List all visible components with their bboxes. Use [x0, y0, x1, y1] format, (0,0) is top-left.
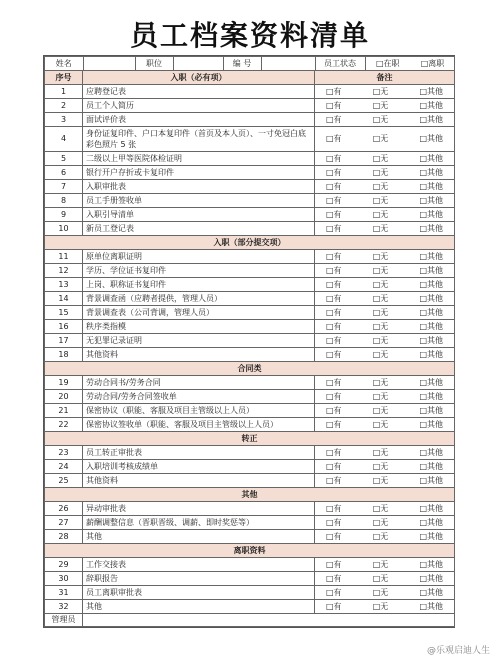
option-no-checkbox[interactable]: □无	[372, 349, 389, 359]
option-other-checkbox[interactable]: □其他	[419, 573, 444, 583]
status-label: 员工状态	[315, 57, 365, 70]
row-options	[315, 85, 455, 99]
row-item: 入职引导清单	[83, 208, 315, 222]
option-other-checkbox[interactable]: □其他	[419, 307, 444, 317]
option-yes-checkbox[interactable]: □有	[326, 195, 342, 205]
option-yes-checkbox[interactable]: □有	[326, 377, 342, 387]
row-number: 15	[45, 306, 83, 320]
manager-row	[45, 614, 455, 627]
option-no-checkbox[interactable]: □无	[372, 321, 389, 331]
row-item: 银行开户存折或卡复印件	[83, 166, 315, 180]
header-row	[45, 71, 455, 85]
option-yes-checkbox[interactable]: □有	[326, 251, 342, 261]
table-row	[45, 127, 455, 152]
row-number: 21	[45, 404, 83, 418]
table-row	[45, 99, 455, 113]
table-row	[45, 264, 455, 278]
option-yes-checkbox[interactable]: □有	[326, 475, 342, 485]
option-yes-checkbox[interactable]: □有	[326, 181, 342, 191]
option-other-checkbox[interactable]: □其他	[419, 167, 444, 177]
item-header: 入职（必有项）	[83, 71, 315, 85]
option-other-checkbox[interactable]: □其他	[419, 195, 444, 205]
row-options	[315, 320, 455, 334]
checklist-table	[44, 56, 455, 627]
row-number: 26	[45, 502, 83, 516]
option-no-checkbox[interactable]: □无	[372, 223, 389, 233]
option-no-checkbox[interactable]: □无	[372, 114, 389, 124]
option-yes-checkbox[interactable]: □有	[326, 461, 342, 471]
row-options	[315, 278, 455, 292]
option-no-checkbox[interactable]: □无	[372, 86, 389, 96]
option-yes-checkbox[interactable]: □有	[326, 321, 342, 331]
section-title: 离职资料	[45, 544, 455, 558]
option-no-checkbox[interactable]: □无	[372, 335, 389, 345]
option-yes-checkbox[interactable]: □有	[326, 349, 342, 359]
row-number: 16	[45, 320, 83, 334]
option-yes-checkbox[interactable]: □有	[326, 114, 342, 124]
option-other-checkbox[interactable]: □其他	[419, 251, 444, 261]
row-options	[315, 113, 455, 127]
row-options	[315, 390, 455, 404]
status-out-checkbox[interactable]: □离职	[420, 58, 445, 68]
name-field[interactable]	[83, 57, 135, 70]
option-other-checkbox[interactable]: □其他	[419, 321, 444, 331]
seq-header: 序号	[45, 71, 83, 85]
option-no-checkbox[interactable]: □无	[372, 279, 389, 289]
option-yes-checkbox[interactable]: □有	[326, 153, 342, 163]
row-options	[315, 572, 455, 586]
table-row	[45, 152, 455, 166]
table-row	[45, 418, 455, 432]
option-no-checkbox[interactable]: □无	[372, 475, 389, 485]
table-row	[45, 180, 455, 194]
row-item: 面试评价表	[83, 113, 315, 127]
option-no-checkbox[interactable]: □无	[372, 419, 389, 429]
row-item: 其他资料	[83, 474, 315, 488]
option-other-checkbox[interactable]: □其他	[419, 517, 444, 527]
section-title: 转正	[45, 432, 455, 446]
option-yes-checkbox[interactable]: □有	[326, 419, 342, 429]
row-options	[315, 446, 455, 460]
row-options	[315, 502, 455, 516]
option-other-checkbox[interactable]: □其他	[419, 531, 444, 541]
row-options	[315, 586, 455, 600]
row-number: 32	[45, 600, 83, 614]
option-yes-checkbox[interactable]: □有	[326, 167, 342, 177]
row-item: 其他资料	[83, 348, 315, 362]
option-no-checkbox[interactable]: □无	[372, 573, 389, 583]
option-no-checkbox[interactable]: □无	[372, 461, 389, 471]
row-number: 1	[45, 85, 83, 99]
option-yes-checkbox[interactable]: □有	[326, 503, 342, 513]
note-header: 备注	[315, 71, 455, 85]
option-other-checkbox[interactable]: □其他	[419, 265, 444, 275]
name-label: 姓名	[45, 57, 83, 70]
option-other-checkbox[interactable]: □其他	[419, 114, 444, 124]
option-other-checkbox[interactable]: □其他	[419, 279, 444, 289]
row-options	[315, 99, 455, 113]
row-item: 员工离职审批表	[83, 586, 315, 600]
option-other-checkbox[interactable]: □其他	[419, 447, 444, 457]
row-number: 22	[45, 418, 83, 432]
table-row	[45, 85, 455, 99]
option-yes-checkbox[interactable]: □有	[326, 335, 342, 345]
table-row	[45, 460, 455, 474]
row-item: 劳动合同/劳务合同签收单	[83, 390, 315, 404]
option-other-checkbox[interactable]: □其他	[419, 601, 444, 611]
row-options	[315, 530, 455, 544]
row-number: 14	[45, 292, 83, 306]
row-number: 5	[45, 152, 83, 166]
table-row	[45, 348, 455, 362]
row-options	[315, 348, 455, 362]
row-options	[315, 250, 455, 264]
option-yes-checkbox[interactable]: □有	[326, 391, 342, 401]
option-no-checkbox[interactable]: □无	[372, 531, 389, 541]
row-options	[315, 306, 455, 320]
option-no-checkbox[interactable]: □无	[372, 134, 389, 143]
id-label: 编 号	[223, 57, 261, 70]
row-number: 12	[45, 264, 83, 278]
table-row	[45, 376, 455, 390]
row-number: 30	[45, 572, 83, 586]
row-item: 其他	[83, 600, 315, 614]
row-number: 7	[45, 180, 83, 194]
row-options	[315, 418, 455, 432]
id-field[interactable]	[261, 57, 315, 70]
row-options	[315, 222, 455, 236]
option-other-checkbox[interactable]: □其他	[419, 134, 444, 143]
row-item: 入职培训考核成绩单	[83, 460, 315, 474]
row-options	[315, 264, 455, 278]
table-row	[45, 530, 455, 544]
row-number: 11	[45, 250, 83, 264]
section-header	[45, 236, 455, 250]
row-number: 24	[45, 460, 83, 474]
row-item: 背景调查函（应聘者提供，管理人员）	[83, 292, 315, 306]
row-options	[315, 194, 455, 208]
table-row	[45, 404, 455, 418]
table-row	[45, 250, 455, 264]
option-yes-checkbox[interactable]: □有	[326, 293, 342, 303]
row-options	[315, 292, 455, 306]
option-yes-checkbox[interactable]: □有	[326, 265, 342, 275]
page-title: 员工档案资料清单	[129, 19, 370, 52]
row-number: 28	[45, 530, 83, 544]
option-no-checkbox[interactable]: □无	[372, 587, 389, 597]
row-number: 3	[45, 113, 83, 127]
option-other-checkbox[interactable]: □其他	[419, 559, 444, 569]
row-number: 23	[45, 446, 83, 460]
row-number: 19	[45, 376, 83, 390]
row-options	[315, 334, 455, 348]
row-number: 2	[45, 99, 83, 113]
row-item: 其他	[83, 530, 315, 544]
option-yes-checkbox[interactable]: □有	[326, 559, 342, 569]
row-options	[315, 600, 455, 614]
info-row	[45, 57, 455, 71]
option-no-checkbox[interactable]: □无	[372, 517, 389, 527]
section-title: 入职（部分提交项）	[45, 236, 455, 250]
table-row	[45, 194, 455, 208]
table-row	[45, 558, 455, 572]
option-other-checkbox[interactable]: □其他	[419, 293, 444, 303]
table-row	[45, 278, 455, 292]
manager-field[interactable]	[83, 614, 455, 627]
option-no-checkbox[interactable]: □无	[372, 559, 389, 569]
row-item: 原单位离职证明	[83, 250, 315, 264]
table-row	[45, 390, 455, 404]
row-options	[315, 152, 455, 166]
section-title: 合同类	[45, 362, 455, 376]
option-other-checkbox[interactable]: □其他	[419, 209, 444, 219]
option-no-checkbox[interactable]: □无	[372, 503, 389, 513]
row-number: 29	[45, 558, 83, 572]
row-item: 入职审批表	[83, 180, 315, 194]
row-item: 员工个人简历	[83, 99, 315, 113]
option-other-checkbox[interactable]: □其他	[419, 461, 444, 471]
option-other-checkbox[interactable]: □其他	[419, 391, 444, 401]
row-options	[315, 208, 455, 222]
option-no-checkbox[interactable]: □无	[372, 307, 389, 317]
table-row	[45, 166, 455, 180]
row-item: 保密协议（职能、客服及项目主管级以上人员）	[83, 404, 315, 418]
manager-label: 管理员	[45, 614, 83, 627]
option-no-checkbox[interactable]: □无	[372, 100, 389, 110]
option-yes-checkbox[interactable]: □有	[326, 405, 342, 415]
row-options	[315, 516, 455, 530]
row-number: 31	[45, 586, 83, 600]
row-options	[315, 474, 455, 488]
option-other-checkbox[interactable]: □其他	[419, 223, 444, 233]
option-other-checkbox[interactable]: □其他	[419, 335, 444, 345]
option-no-checkbox[interactable]: □无	[372, 153, 389, 163]
row-item: 保密协议签收单（职能、客服及项目主管级以上人员）	[83, 418, 315, 432]
option-yes-checkbox[interactable]: □有	[326, 447, 342, 457]
option-no-checkbox[interactable]: □无	[372, 377, 389, 387]
row-item: 秩序类指模	[83, 320, 315, 334]
option-other-checkbox[interactable]: □其他	[419, 181, 444, 191]
table-row	[45, 113, 455, 127]
section-header	[45, 488, 455, 502]
row-item: 辞职报告	[83, 572, 315, 586]
table-row	[45, 306, 455, 320]
checklist-sheet	[43, 55, 455, 628]
row-item: 应聘登记表	[83, 85, 315, 99]
option-yes-checkbox[interactable]: □有	[326, 86, 342, 96]
row-options	[315, 460, 455, 474]
option-no-checkbox[interactable]: □无	[372, 195, 389, 205]
status-in-checkbox[interactable]: □在职	[375, 58, 400, 68]
option-other-checkbox[interactable]: □其他	[419, 475, 444, 485]
row-item: 工作交接表	[83, 558, 315, 572]
row-number: 4	[45, 127, 83, 152]
table-row	[45, 600, 455, 614]
option-other-checkbox[interactable]: □其他	[419, 377, 444, 387]
row-number: 9	[45, 208, 83, 222]
option-yes-checkbox[interactable]: □有	[326, 209, 342, 219]
row-number: 27	[45, 516, 83, 530]
position-field[interactable]	[173, 57, 223, 70]
row-number: 17	[45, 334, 83, 348]
option-yes-checkbox[interactable]: □有	[326, 573, 342, 583]
row-item: 异动审批表	[83, 502, 315, 516]
row-item: 二级以上甲等医院体检证明	[83, 152, 315, 166]
position-label: 职位	[135, 57, 173, 70]
row-number: 20	[45, 390, 83, 404]
option-yes-checkbox[interactable]: □有	[326, 531, 342, 541]
section-header	[45, 362, 455, 376]
table-row	[45, 502, 455, 516]
option-other-checkbox[interactable]: □其他	[419, 503, 444, 513]
row-options	[315, 166, 455, 180]
option-other-checkbox[interactable]: □其他	[419, 405, 444, 415]
row-options	[315, 376, 455, 390]
option-no-checkbox[interactable]: □无	[372, 391, 389, 401]
row-number: 10	[45, 222, 83, 236]
option-no-checkbox[interactable]: □无	[372, 293, 389, 303]
table-row	[45, 446, 455, 460]
option-no-checkbox[interactable]: □无	[372, 265, 389, 275]
option-yes-checkbox[interactable]: □有	[326, 100, 342, 110]
option-yes-checkbox[interactable]: □有	[326, 601, 342, 611]
option-yes-checkbox[interactable]: □有	[326, 134, 342, 143]
option-no-checkbox[interactable]: □无	[372, 209, 389, 219]
option-no-checkbox[interactable]: □无	[372, 601, 389, 611]
section-header	[45, 432, 455, 446]
row-number: 6	[45, 166, 83, 180]
table-row	[45, 292, 455, 306]
table-row	[45, 474, 455, 488]
table-row	[45, 334, 455, 348]
option-yes-checkbox[interactable]: □有	[326, 587, 342, 597]
option-other-checkbox[interactable]: □其他	[419, 86, 444, 96]
option-other-checkbox[interactable]: □其他	[419, 587, 444, 597]
option-no-checkbox[interactable]: □无	[372, 181, 389, 191]
row-number: 8	[45, 194, 83, 208]
table-row	[45, 320, 455, 334]
table-row	[45, 516, 455, 530]
table-row	[45, 572, 455, 586]
row-options	[315, 180, 455, 194]
row-item: 身份证复印件、户口本复印件（首页及本人页）、一寸免冠白底彩色照片 5 张	[83, 127, 315, 152]
option-yes-checkbox[interactable]: □有	[326, 279, 342, 289]
row-number: 25	[45, 474, 83, 488]
row-item: 无犯罪记录证明	[83, 334, 315, 348]
row-options	[315, 127, 455, 152]
option-yes-checkbox[interactable]: □有	[326, 223, 342, 233]
row-item: 薪酬调整信息（晋职晋级、调薪、即时奖惩等）	[83, 516, 315, 530]
row-item: 员工转正审批表	[83, 446, 315, 460]
option-other-checkbox[interactable]: □其他	[419, 153, 444, 163]
option-no-checkbox[interactable]: □无	[372, 447, 389, 457]
row-options	[315, 404, 455, 418]
row-item: 背景调查表（公司背调，管理人员）	[83, 306, 315, 320]
table-row	[45, 586, 455, 600]
section-title: 其他	[45, 488, 455, 502]
watermark: @乐观启迪人生	[426, 646, 490, 656]
row-item: 学历、学位证书复印件	[83, 264, 315, 278]
option-yes-checkbox[interactable]: □有	[326, 307, 342, 317]
row-item: 员工手册签收单	[83, 194, 315, 208]
table-row	[45, 222, 455, 236]
option-no-checkbox[interactable]: □无	[372, 251, 389, 261]
section-header	[45, 544, 455, 558]
row-number: 18	[45, 348, 83, 362]
row-options	[315, 558, 455, 572]
table-row	[45, 208, 455, 222]
row-item: 劳动合同书/劳务合同	[83, 376, 315, 390]
option-yes-checkbox[interactable]: □有	[326, 517, 342, 527]
option-other-checkbox[interactable]: □其他	[419, 349, 444, 359]
option-other-checkbox[interactable]: □其他	[419, 419, 444, 429]
option-other-checkbox[interactable]: □其他	[419, 100, 444, 110]
row-number: 13	[45, 278, 83, 292]
row-item: 上岗、职称证书复印件	[83, 278, 315, 292]
option-no-checkbox[interactable]: □无	[372, 405, 389, 415]
option-no-checkbox[interactable]: □无	[372, 167, 389, 177]
row-item: 新员工登记表	[83, 222, 315, 236]
